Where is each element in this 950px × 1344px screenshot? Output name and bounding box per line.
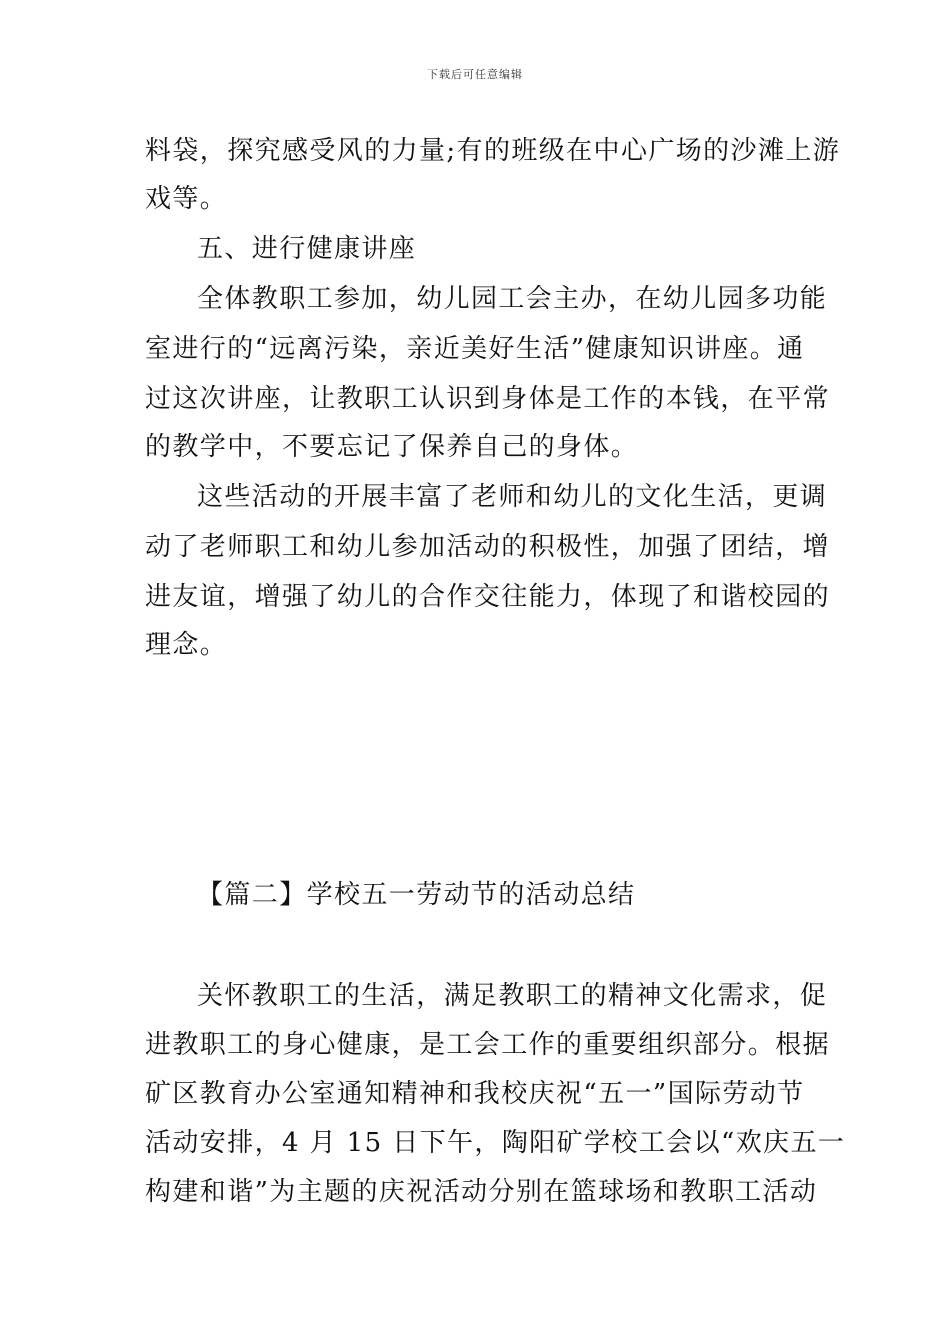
paragraph-line: 戏等。 — [145, 184, 228, 214]
paragraph-line: 过这次讲座，让教职工认识到身体是工作的本钱，在平常 — [145, 384, 831, 414]
paragraph-line: 动了老师职工和幼儿参加活动的积极性，加强了团结，增 — [145, 532, 831, 562]
article-title: 【篇二】学校五一劳动节的活动总结 — [197, 880, 636, 910]
page-header-note: 下载后可任意编辑 — [427, 68, 523, 81]
paragraph-line: 的教学中，不要忘记了保养自己的身体。 — [145, 432, 639, 462]
paragraph-line: 室进行的“远离污染，亲近美好生活”健康知识讲座。通 — [145, 334, 805, 364]
paragraph-line: 理念。 — [145, 630, 228, 660]
paragraph-line: 全体教职工参加，幼儿园工会主办，在幼儿园多功能 — [197, 284, 828, 314]
paragraph-line: 关怀教职工的生活，满足教职工的精神文化需求，促 — [197, 981, 828, 1011]
section-heading: 五、进行健康讲座 — [197, 234, 417, 264]
paragraph-line: 矿区教育办公室通知精神和我校庆祝“五一”国际劳动节 — [145, 1079, 805, 1109]
paragraph-line: 进教职工的身心健康，是工会工作的重要组织部分。根据 — [145, 1030, 831, 1060]
paragraph-line: 构建和谐”为主题的庆祝活动分别在篮球场和教职工活动 — [145, 1177, 818, 1207]
paragraph-line: 这些活动的开展丰富了老师和幼儿的文化生活，更调 — [197, 482, 828, 512]
paragraph-line: 进友谊，增强了幼儿的合作交往能力，体现了和谐校园的 — [145, 582, 831, 612]
paragraph-line: 料袋，探究感受风的力量;有的班级在中心广场的沙滩上游 — [145, 136, 841, 166]
paragraph-line: 活动安排，4 月 15 日下午，陶阳矿学校工会以“欢庆五一 — [145, 1128, 846, 1158]
